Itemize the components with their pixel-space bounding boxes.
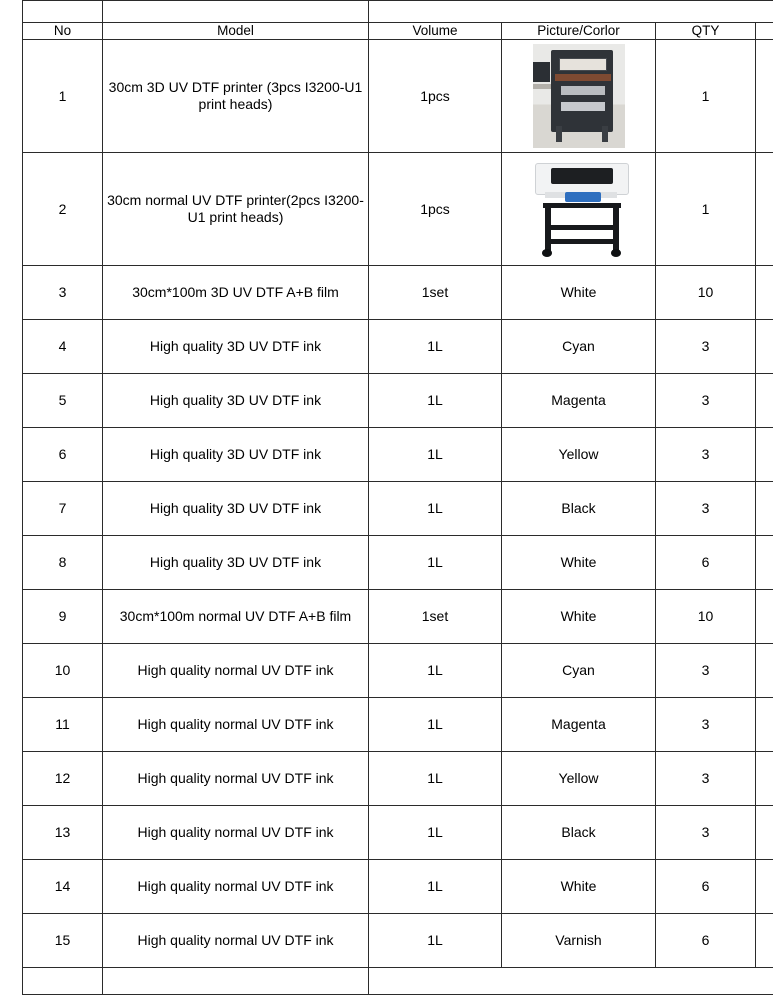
cell-picture: Cyan (502, 319, 656, 373)
cell-model: 30cm*100m normal UV DTF A+B film (103, 589, 369, 643)
cell-no: 6 (23, 427, 103, 481)
cell-clipped (756, 427, 773, 481)
printer-photo-3d-uv-dtf (533, 44, 625, 148)
cell-volume: 1L (369, 481, 502, 535)
table-row[interactable] (23, 589, 773, 643)
partial-top-cell-no (23, 1, 103, 23)
cell-qty: 3 (656, 319, 756, 373)
partial-top-cell-rest (369, 1, 773, 23)
cell-volume: 1L (369, 319, 502, 373)
cell-picture: Varnish (502, 913, 656, 967)
cell-volume: 1L (369, 751, 502, 805)
cell-model: 30cm normal UV DTF printer(2pcs I3200-U1 print heads) (103, 152, 369, 265)
cell-no: 12 (23, 751, 103, 805)
cell-clipped (756, 373, 773, 427)
cell-clipped (756, 805, 773, 859)
cell-clipped (756, 751, 773, 805)
desk-shape (533, 84, 553, 89)
cell-model: High quality normal UV DTF ink (103, 643, 369, 697)
cell-model: 30cm 3D UV DTF printer (3pcs I3200-U1 print heads) (103, 39, 369, 152)
cell-qty: 3 (656, 481, 756, 535)
stand-top-shape (543, 203, 621, 208)
cell-picture: Black (502, 481, 656, 535)
table-row[interactable] (23, 39, 773, 152)
table-row[interactable] (23, 152, 773, 265)
table-row[interactable] (23, 535, 773, 589)
cell-clipped (756, 697, 773, 751)
table-row[interactable] (23, 373, 773, 427)
cell-volume: 1set (369, 589, 502, 643)
cell-clipped (756, 265, 773, 319)
cell-picture: Yellow (502, 751, 656, 805)
partial-bottom-cell-model (103, 967, 369, 994)
cell-picture: White (502, 535, 656, 589)
stand-crossbar-lower-shape (545, 239, 619, 244)
cell-no: 14 (23, 859, 103, 913)
cell-qty: 3 (656, 805, 756, 859)
table-row[interactable] (23, 427, 773, 481)
cell-picture: Black (502, 805, 656, 859)
cell-volume: 1L (369, 859, 502, 913)
cell-no: 7 (23, 481, 103, 535)
cell-model: High quality 3D UV DTF ink (103, 373, 369, 427)
cell-volume: 1L (369, 913, 502, 967)
blue-roller-shape (565, 192, 601, 202)
cell-no: 1 (23, 39, 103, 152)
cell-picture: White (502, 265, 656, 319)
table-row[interactable] (23, 481, 773, 535)
table-row-partial-bottom (23, 967, 773, 994)
cell-picture: White (502, 859, 656, 913)
cell-no: 11 (23, 697, 103, 751)
cell-no: 8 (23, 535, 103, 589)
stand-crossbar-upper-shape (545, 225, 619, 230)
cell-no: 5 (23, 373, 103, 427)
printer-photo-normal-uv-dtf (521, 159, 637, 259)
table-header-row (23, 23, 773, 40)
cell-clipped (756, 39, 773, 152)
cell-qty: 3 (656, 751, 756, 805)
cell-clipped (756, 319, 773, 373)
cell-volume: 1set (369, 265, 502, 319)
table-row[interactable] (23, 643, 773, 697)
cell-picture: White (502, 589, 656, 643)
cell-volume: 1L (369, 643, 502, 697)
cell-model: 30cm*100m 3D UV DTF A+B film (103, 265, 369, 319)
cell-model: High quality normal UV DTF ink (103, 751, 369, 805)
cell-qty: 10 (656, 589, 756, 643)
column-header-no[interactable]: No (23, 23, 103, 40)
caster-right-shape (611, 249, 621, 257)
cell-model: High quality normal UV DTF ink (103, 697, 369, 751)
printer-leg-right-shape (602, 126, 608, 142)
cell-qty: 1 (656, 152, 756, 265)
cell-qty: 6 (656, 913, 756, 967)
cell-model: High quality normal UV DTF ink (103, 913, 369, 967)
cell-picture (502, 152, 656, 265)
cell-volume: 1L (369, 535, 502, 589)
partial-bottom-cell-rest (369, 967, 773, 994)
table-row[interactable] (23, 319, 773, 373)
cell-qty: 3 (656, 373, 756, 427)
cell-model: High quality 3D UV DTF ink (103, 481, 369, 535)
column-header-model[interactable]: Model (103, 23, 369, 40)
cell-qty: 3 (656, 427, 756, 481)
cell-clipped (756, 535, 773, 589)
print-mechanism-lower-shape (561, 102, 605, 111)
cell-picture: Cyan (502, 643, 656, 697)
cell-qty: 3 (656, 697, 756, 751)
table-row-partial-top (23, 1, 773, 23)
cell-clipped (756, 481, 773, 535)
cell-volume: 1L (369, 373, 502, 427)
cell-picture: Magenta (502, 697, 656, 751)
cell-no: 9 (23, 589, 103, 643)
cell-qty: 1 (656, 39, 756, 152)
cell-no: 10 (23, 643, 103, 697)
partial-top-cell-model (103, 1, 369, 23)
table-row[interactable] (23, 751, 773, 805)
cell-clipped (756, 859, 773, 913)
cell-qty: 10 (656, 265, 756, 319)
cell-model: High quality normal UV DTF ink (103, 859, 369, 913)
cell-clipped (756, 643, 773, 697)
cell-picture: Magenta (502, 373, 656, 427)
monitor-shape (533, 62, 550, 82)
cell-no: 15 (23, 913, 103, 967)
cell-model: High quality normal UV DTF ink (103, 805, 369, 859)
cell-volume: 1L (369, 805, 502, 859)
table-row[interactable] (23, 859, 773, 913)
cell-model: High quality 3D UV DTF ink (103, 535, 369, 589)
cell-picture (502, 39, 656, 152)
cell-no: 3 (23, 265, 103, 319)
cell-volume: 1pcs (369, 152, 502, 265)
print-roll-shape (559, 58, 607, 71)
table-row[interactable] (23, 265, 773, 319)
printer-leg-left-shape (556, 126, 562, 142)
cell-qty: 6 (656, 535, 756, 589)
cell-qty: 3 (656, 643, 756, 697)
cell-clipped (756, 589, 773, 643)
cell-volume: 1L (369, 697, 502, 751)
cell-qty: 6 (656, 859, 756, 913)
column-header-picture[interactable]: Picture/Corlor (502, 23, 656, 40)
column-header-qty[interactable]: QTY (656, 23, 756, 40)
cell-picture: Yellow (502, 427, 656, 481)
product-list-table (22, 0, 773, 995)
cell-clipped (756, 152, 773, 265)
table-row[interactable] (23, 805, 773, 859)
column-header-clipped (756, 23, 773, 40)
cell-volume: 1pcs (369, 39, 502, 152)
column-header-volume[interactable]: Volume (369, 23, 502, 40)
cell-no: 4 (23, 319, 103, 373)
table-row[interactable] (23, 697, 773, 751)
print-mechanism-upper-shape (561, 86, 605, 95)
cell-no: 2 (23, 152, 103, 265)
cell-no: 13 (23, 805, 103, 859)
table-row[interactable] (23, 913, 773, 967)
partial-bottom-cell-no (23, 967, 103, 994)
print-bar-shape (555, 74, 611, 81)
caster-left-shape (542, 249, 552, 257)
printer-panel-shape (551, 168, 613, 184)
cell-model: High quality 3D UV DTF ink (103, 319, 369, 373)
cell-model: High quality 3D UV DTF ink (103, 427, 369, 481)
cell-volume: 1L (369, 427, 502, 481)
cell-clipped (756, 913, 773, 967)
